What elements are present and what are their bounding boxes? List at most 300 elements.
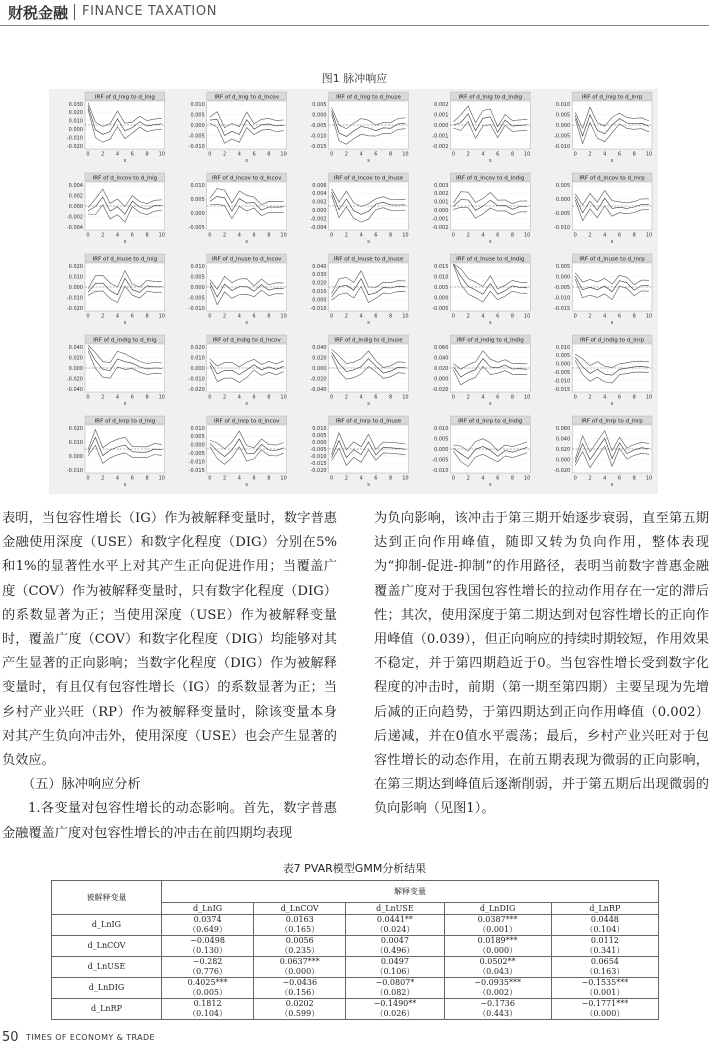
x-tick-label: 10 [645, 394, 653, 401]
y-tick-label: 0.000 [68, 203, 83, 210]
x-tick-label: 8 [389, 394, 393, 401]
x-tick-label: 10 [280, 475, 287, 482]
x-axis-label: s [367, 482, 370, 488]
table-cell [162, 936, 254, 957]
y-tick-label: -0.004 [310, 224, 327, 231]
y-tick-label: 0.005 [434, 436, 449, 443]
y-tick-label: 0.020 [312, 355, 327, 362]
x-tick-label: 6 [130, 475, 134, 482]
coefficient: −0.0935*** [474, 978, 521, 987]
header-divider [74, 4, 75, 20]
y-tick-label: 0.040 [555, 436, 571, 443]
x-tick-label: 6 [130, 394, 134, 401]
x-tick-label: 6 [374, 313, 378, 320]
header-title-en: FINANCE TAXATION [82, 4, 218, 19]
irf-panel [432, 92, 530, 164]
y-tick-label: 0.004 [312, 191, 327, 198]
x-tick-label: 0 [86, 475, 90, 482]
y-tick-label: 0.000 [312, 439, 327, 446]
y-tick-label: -0.001 [432, 133, 449, 140]
x-axis-label: s [610, 401, 614, 407]
x-tick-label: 2 [222, 313, 227, 320]
y-tick-label: 0.000 [68, 284, 83, 291]
x-axis-label: s [488, 482, 492, 488]
y-tick-label: -0.001 [432, 216, 449, 223]
x-tick-label: 8 [389, 313, 393, 320]
column-header: d_LnRP [551, 903, 658, 915]
table-cell [254, 915, 346, 936]
table-cell [254, 957, 346, 978]
x-tick-label: 6 [496, 394, 500, 401]
coefficient: 0.0441** [376, 915, 413, 924]
x-axis-label: s [245, 320, 249, 326]
column-header: d_LnDIG [444, 903, 551, 915]
y-tick-label: -0.020 [432, 386, 449, 393]
p-value: （0.000） [585, 1009, 625, 1018]
x-tick-label: 8 [267, 232, 271, 239]
x-tick-label: 8 [510, 394, 515, 401]
x-tick-label: 2 [588, 394, 592, 401]
y-tick-label: -0.010 [310, 133, 327, 140]
x-tick-label: 2 [222, 475, 227, 482]
x-tick-label: 0 [451, 232, 455, 239]
x-tick-label: 10 [524, 232, 531, 239]
table-cell [444, 978, 551, 999]
panel-title: IRF of d_lncov to d_lnrp [579, 175, 645, 182]
y-tick-label: 0.010 [190, 263, 205, 270]
irf-panel [67, 254, 165, 326]
panel-title: IRF of d_lnrp to d_lnig [94, 418, 156, 425]
x-axis-label: s [123, 158, 127, 164]
x-tick-label: 0 [573, 151, 577, 158]
x-tick-label: 0 [330, 475, 334, 482]
text-column-left [2, 507, 337, 846]
y-tick-label: 0.002 [434, 101, 449, 108]
table-row [52, 999, 659, 1020]
p-value: （0.082） [375, 988, 415, 997]
x-tick-label: 0 [330, 394, 334, 401]
x-tick-label: 0 [451, 313, 455, 320]
y-tick-label: -0.010 [66, 467, 83, 474]
x-tick-label: 2 [222, 151, 227, 158]
table-cell [346, 915, 444, 936]
group-header: 解释变量 [162, 881, 659, 903]
row-label: d_LnDIG [52, 978, 162, 999]
header-rule [0, 25, 709, 26]
y-tick-label: -0.005 [188, 133, 205, 140]
coefficient: 0.0163 [285, 915, 314, 924]
y-tick-label: 0.005 [555, 263, 571, 270]
y-tick-label: -0.015 [310, 143, 327, 150]
x-tick-label: 10 [158, 232, 165, 239]
x-tick-label: 4 [603, 151, 607, 158]
x-tick-label: 6 [617, 232, 622, 239]
x-axis-label: s [610, 320, 614, 326]
panel-title: IRF of d_lndig to d_lnuse [334, 337, 403, 344]
x-tick-label: 8 [510, 313, 515, 320]
x-tick-label: 2 [466, 475, 470, 482]
irf-panel [432, 173, 530, 245]
x-tick-label: 4 [481, 475, 485, 482]
x-tick-label: 0 [208, 232, 212, 239]
section-heading: （五）脉冲响应分析 [22, 777, 141, 793]
y-tick-label: 0.000 [434, 295, 449, 302]
x-tick-label: 8 [510, 475, 515, 482]
row-label: d_LnIG [52, 915, 162, 936]
x-tick-label: 0 [86, 313, 90, 320]
y-tick-label: -0.005 [554, 370, 571, 376]
irf-panel [189, 416, 287, 488]
y-tick-label: 0.000 [555, 361, 571, 368]
y-tick-label: 0.010 [68, 439, 83, 446]
panel-title: IRF of d_lnig to d_lndig [458, 94, 523, 101]
table-cell [162, 999, 254, 1020]
page-header [0, 0, 709, 24]
y-tick-label: 0.040 [312, 344, 327, 351]
table-cell [444, 915, 551, 936]
y-tick-label: 0.005 [555, 182, 571, 189]
table-cell [254, 978, 346, 999]
x-tick-label: 10 [280, 232, 287, 239]
y-tick-label: 0.004 [68, 182, 83, 189]
x-tick-label: 6 [130, 151, 134, 158]
table-row [52, 957, 659, 978]
header-title-zh: 财税金融 [8, 4, 69, 22]
y-tick-label: 0.000 [434, 122, 449, 129]
panel-title: IRF of d_lnuse to d_lnuse [333, 256, 404, 263]
x-tick-label: 8 [267, 394, 271, 401]
p-value: （0.130） [188, 946, 228, 955]
y-tick-label: -0.005 [554, 284, 571, 291]
y-tick-label: 0.010 [312, 425, 327, 432]
x-tick-label: 4 [115, 313, 120, 320]
x-tick-label: 8 [510, 232, 515, 239]
y-tick-label: -0.010 [554, 224, 571, 231]
y-tick-label: -0.010 [188, 305, 205, 312]
y-tick-label: 0.010 [190, 425, 205, 432]
y-tick-label: 0.015 [434, 263, 449, 270]
column-header: d_LnIG [162, 903, 254, 915]
panel-title: IRF of d_lncov to d_lnig [92, 175, 158, 182]
irf-panel [554, 92, 652, 164]
x-tick-label: 4 [481, 151, 485, 158]
x-tick-label: 8 [632, 394, 636, 401]
y-tick-label: 0.010 [312, 289, 327, 295]
y-tick-label: -0.002 [310, 216, 327, 223]
y-tick-label: 0.005 [555, 353, 571, 360]
table-row [52, 936, 659, 957]
y-tick-label: 0.060 [555, 425, 571, 432]
y-tick-label: 0.000 [190, 442, 205, 449]
x-tick-label: 6 [252, 475, 256, 482]
table-cell [346, 999, 444, 1020]
y-tick-label: 0.020 [68, 355, 83, 362]
x-tick-label: 6 [130, 313, 134, 320]
p-value: （0.000） [280, 967, 320, 976]
y-tick-label: 0.005 [190, 196, 205, 203]
x-tick-label: 2 [101, 151, 105, 158]
x-tick-label: 4 [115, 394, 120, 401]
x-tick-label: 4 [237, 313, 241, 320]
x-tick-label: 8 [389, 151, 393, 158]
y-tick-label: -0.020 [66, 143, 83, 150]
x-tick-label: 4 [603, 394, 607, 401]
p-value: （0.496） [375, 946, 415, 955]
y-tick-label: 0.002 [68, 193, 83, 200]
x-tick-label: 4 [359, 151, 363, 158]
x-tick-label: 4 [237, 232, 241, 239]
coefficient: −0.282 [192, 957, 223, 966]
panel-title: IRF of d_lncov to d_lnuse [333, 175, 404, 182]
y-tick-label: 0.005 [555, 112, 571, 119]
y-tick-label: 0.060 [434, 344, 449, 351]
table-cell [551, 915, 658, 936]
y-tick-label: 0.006 [312, 182, 327, 189]
x-tick-label: 6 [617, 151, 622, 158]
y-tick-label: 0.010 [434, 425, 449, 432]
x-tick-label: 2 [101, 232, 105, 239]
y-tick-label: 0.010 [555, 101, 571, 108]
x-axis-label: s [123, 482, 127, 488]
x-tick-label: 10 [280, 313, 287, 320]
x-tick-label: 8 [389, 475, 393, 482]
y-tick-label: 0.005 [190, 274, 205, 281]
x-tick-label: 8 [632, 232, 636, 239]
x-tick-label: 10 [158, 313, 165, 320]
coefficient: −0.1490** [373, 999, 417, 1008]
p-value: （0.649） [188, 925, 228, 934]
x-tick-label: 2 [466, 313, 470, 320]
x-tick-label: 8 [267, 313, 271, 320]
y-tick-label: -0.005 [432, 457, 449, 464]
x-tick-label: 8 [267, 475, 271, 482]
x-tick-label: 8 [632, 313, 636, 320]
x-tick-label: 2 [344, 475, 348, 482]
y-tick-label: -0.015 [310, 460, 327, 467]
y-tick-label: 0.000 [68, 127, 83, 133]
x-tick-label: 0 [208, 394, 212, 401]
x-tick-label: 4 [115, 232, 120, 239]
irf-panel [310, 335, 408, 407]
x-tick-label: 4 [481, 232, 485, 239]
p-value: （0.104） [585, 925, 625, 934]
x-tick-label: 4 [603, 313, 607, 320]
y-tick-label: 0.000 [434, 446, 449, 453]
x-axis-label: s [367, 239, 370, 245]
coefficient: −0.1736 [480, 999, 515, 1008]
panel-title: IRF of d_lncov to d_lncov [212, 175, 282, 182]
y-tick-label: 0.020 [190, 344, 205, 351]
p-value: （0.165） [280, 925, 320, 934]
x-axis-label: s [367, 320, 370, 326]
p-value: （0.104） [188, 1009, 228, 1018]
y-tick-label: -0.005 [554, 210, 571, 217]
y-tick-label: -0.004 [66, 224, 83, 231]
y-tick-label: -0.020 [310, 376, 327, 383]
x-tick-label: 0 [573, 313, 577, 320]
x-tick-label: 6 [130, 232, 134, 239]
y-tick-label: -0.005 [188, 451, 205, 457]
p-value: （0.005） [188, 988, 228, 997]
y-tick-label: 0.000 [434, 208, 449, 214]
x-tick-label: 4 [237, 394, 241, 401]
y-tick-label: 0.000 [68, 453, 83, 460]
table-cell [551, 978, 658, 999]
x-tick-label: 2 [101, 475, 105, 482]
y-tick-label: -0.002 [66, 214, 83, 221]
table-cell [346, 957, 444, 978]
column-header: d_LnCOV [254, 903, 346, 915]
x-tick-label: 10 [158, 475, 165, 482]
x-tick-label: 6 [617, 475, 622, 482]
y-tick-label: 0.010 [190, 182, 205, 189]
coefficient: 0.0502** [479, 957, 516, 966]
y-tick-label: 0.005 [190, 434, 205, 441]
x-axis-label: s [610, 239, 614, 245]
x-tick-label: 8 [145, 151, 149, 158]
x-tick-label: 2 [588, 232, 592, 239]
y-tick-label: 0.000 [190, 122, 205, 129]
y-tick-label: 0.010 [68, 274, 83, 281]
panel-title: IRF of d_lnig to d_lnrp [581, 94, 643, 101]
irf-panel [67, 416, 165, 488]
y-tick-label: 0.000 [190, 365, 205, 372]
x-tick-label: 8 [510, 151, 515, 158]
table-row [52, 915, 659, 936]
y-tick-label: 0.020 [434, 365, 449, 372]
y-tick-label: 0.001 [434, 112, 449, 119]
p-value: （0.599） [280, 1009, 320, 1018]
y-tick-label: -0.005 [310, 122, 327, 129]
x-tick-label: 6 [252, 151, 256, 158]
x-tick-label: 8 [145, 232, 149, 239]
x-tick-label: 10 [645, 313, 653, 320]
panel-title: IRF of d_lnuse to d_lndig [456, 256, 525, 263]
x-tick-label: 10 [645, 232, 653, 239]
x-axis-label: s [488, 239, 492, 245]
x-axis-label: s [367, 158, 370, 164]
panel-title: IRF of d_lnrp to d_lnuse [335, 418, 402, 425]
x-tick-label: 4 [603, 475, 607, 482]
irf-panel [554, 254, 652, 326]
x-tick-label: 10 [402, 151, 409, 158]
y-tick-label: 0.005 [190, 112, 205, 119]
x-tick-label: 2 [222, 394, 227, 401]
x-tick-label: 8 [389, 232, 393, 239]
x-tick-label: 2 [101, 394, 105, 401]
panel-title: IRF of d_lndig to d_lnig [93, 337, 157, 344]
y-tick-label: -0.005 [188, 224, 205, 231]
x-tick-label: 10 [402, 394, 409, 401]
irf-panel [189, 335, 287, 407]
y-tick-label: -0.015 [554, 386, 571, 393]
table-cell [551, 957, 658, 978]
y-tick-label: 0.040 [434, 355, 449, 362]
y-tick-label: 0.000 [190, 210, 205, 217]
panel-title: IRF of d_lndig to d_lncov [212, 337, 281, 344]
paragraph: 表明，当包容性增长（IG）作为被解释变量时，数字普惠金融使用深度（USE）和数字化程度（DIG）分别在5%和1%的显著性水平上对其产生正向促进作用；当覆盖广度（COV）作为被解释变量时，只有数字化程度（DIG）的系数显著为正；当使用深度（USE）作为被解释变量时，覆盖广度（COV）和数字化程度（DIG）均能够对其产生显著的正向影响；当数字化程度（DIG）作为被解释变量时，有且仅有包容性增长（IG）的系数显著为正；当乡村产业兴旺（RP）作为被解释变量时，除该变量本身对其产生负向冲击外，使用深度（USE）也会产生显著的负效应。 [2, 511, 337, 769]
x-tick-label: 10 [158, 394, 165, 401]
coefficient: 0.0637*** [279, 957, 320, 966]
x-tick-label: 2 [344, 232, 348, 239]
x-axis-label: s [245, 239, 249, 245]
y-tick-label: -0.010 [310, 305, 327, 312]
x-axis-label: s [610, 158, 614, 164]
p-value: （0.024） [375, 925, 415, 934]
x-tick-label: 6 [374, 475, 378, 482]
irf-panel [67, 173, 165, 245]
coefficient: 0.0056 [285, 936, 314, 945]
p-value: （0.341） [585, 946, 625, 955]
x-tick-label: 10 [402, 313, 409, 320]
x-tick-label: 10 [645, 475, 653, 482]
row-label: d_LnRP [52, 999, 162, 1020]
x-tick-label: 10 [524, 151, 531, 158]
x-tick-label: 4 [359, 232, 363, 239]
y-tick-label: 0.020 [68, 110, 83, 117]
p-value: （0.163） [585, 967, 625, 976]
x-tick-label: 0 [573, 475, 577, 482]
irf-panel [189, 173, 287, 245]
coefficient: 0.0497 [380, 957, 409, 966]
x-tick-label: 6 [374, 232, 378, 239]
coefficient: 0.0448 [590, 915, 619, 924]
y-tick-label: -0.002 [432, 143, 449, 150]
corner-header: 被解释变量 [52, 881, 162, 915]
x-tick-label: 2 [101, 313, 105, 320]
y-tick-label: 0.020 [312, 280, 327, 287]
x-tick-label: 0 [330, 313, 334, 320]
y-tick-label: 0.000 [555, 122, 571, 129]
y-tick-label: 0.000 [312, 112, 327, 119]
x-axis-label: s [488, 320, 492, 326]
coefficient: 0.4025*** [187, 978, 228, 987]
x-axis-label: s [245, 482, 249, 488]
y-tick-label: -0.010 [310, 453, 327, 460]
y-tick-label: 0.002 [434, 191, 449, 198]
x-tick-label: 6 [374, 394, 378, 401]
x-tick-label: 10 [402, 232, 409, 239]
y-tick-label: -0.020 [188, 386, 205, 393]
x-tick-label: 6 [617, 313, 622, 320]
coefficient: −0.1771*** [581, 999, 629, 1008]
x-tick-label: 10 [280, 394, 287, 401]
y-tick-label: -0.010 [188, 459, 205, 466]
irf-panel [310, 92, 408, 164]
x-tick-label: 4 [359, 394, 363, 401]
table-cell [444, 999, 551, 1020]
irf-panel [67, 335, 165, 407]
panel-title: IRF of d_lnrp to d_lnrp [581, 418, 643, 425]
y-tick-label: -0.010 [188, 143, 205, 150]
x-tick-label: 8 [632, 475, 636, 482]
x-tick-label: 4 [115, 475, 120, 482]
irf-panel [554, 335, 652, 407]
panel-title: IRF of d_lncov to d_lndig [456, 175, 525, 182]
p-value: （0.106） [375, 967, 415, 976]
y-tick-label: 0.030 [312, 272, 327, 279]
y-tick-label: 0.000 [312, 208, 327, 214]
x-tick-label: 2 [344, 313, 348, 320]
irf-panel [432, 335, 530, 407]
table-cell [346, 978, 444, 999]
x-tick-label: 6 [374, 151, 378, 158]
x-axis-label: s [245, 158, 249, 164]
y-tick-label: 0.003 [434, 182, 449, 189]
x-axis-label: s [123, 320, 127, 326]
x-tick-label: 10 [524, 394, 531, 401]
irf-panel [432, 254, 530, 326]
